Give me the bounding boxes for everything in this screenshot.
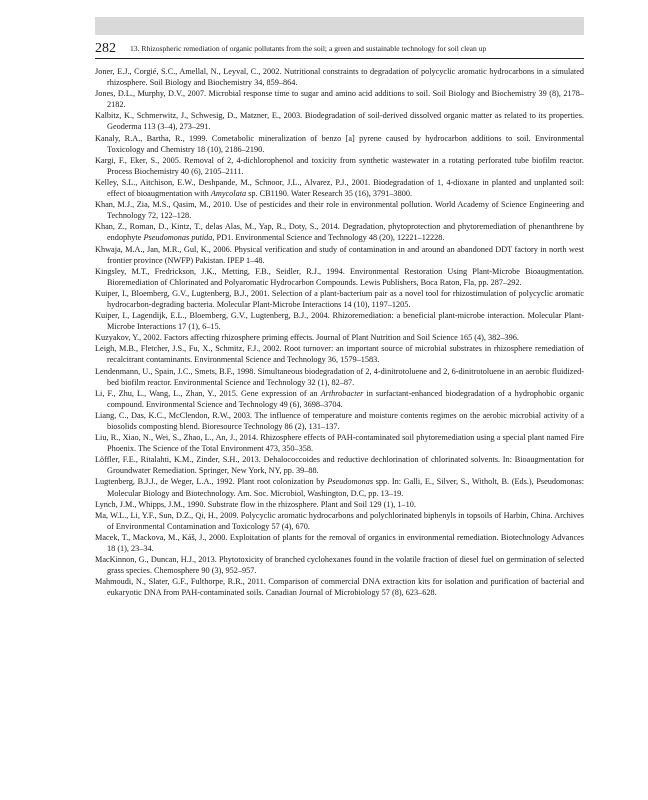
- reference-entry: Joner, E.J., Corgié, S.C., Amellal, N., Leyval, C., 2002. Nutritional constraints to degradation of polycyclic aromatic hydrocarbons in a simulated rhizosphere. Soil Biology and Biochemistry 34, 859–864.: [95, 67, 584, 88]
- reference-entry: Liang, C., Das, K.C., McClendon, R.W., 2003. The influence of temperature and moisture contents regimes on the aerobic microbial activity of a biosolids composting blend. Bioresource Technology 86 (2), 131–137.: [95, 410, 584, 431]
- reference-list: [95, 66, 584, 599]
- reference-entry: [95, 388, 584, 410]
- reference-text: spp. In: Galli, E., Silver, S., Witholt, B. (Eds.), Pseudomonas: Molecular Biology and Biotechnology. Am. Soc. Microbiol, Washington, D.C, pp. 13–19.: [107, 477, 584, 498]
- reference-entry: Lynch, J.M., Whipps, J.M., 1990. Substrate flow in the rhizosphere. Plant and Soil 129 (1), 1–10.: [95, 499, 416, 509]
- reference-entry: Ma, W.L., Li, Y.F., Sun, D.Z., Qi, H., 2009. Polycyclic aromatic hydrocarbons and polychlorinated biphenyls in topsoils of Harbin, China. Archives of Environmental Contamination and Toxicology 57 (4), 670.: [95, 510, 584, 531]
- reference-text: Kelley, S.L., Aitchison, E.W., Deshpande, M., Schnoor, J.L., Alvarez, P.J., 2001. Biodegradation of 1, 4-dioxane in planted and unplanted soil: effect of bioaugmentation with: [95, 177, 584, 199]
- reference-entry: Khwaja, M.A., Jan, M.R., Gul, K., 2006. Physical verification and study of contamination in and around an abandoned DDT factory in north west frontier province (NWFP) Pakistan. IPEP 1–48.: [95, 244, 584, 265]
- reference-text: Khan, Z., Roman, D., Kintz, T., delas Alas, M., Yap, R., Doty, S., 2014. Degradation, phytoprotection and phytoremediation of phenanthrene by endophyte: [95, 222, 584, 243]
- reference-entry: [95, 177, 584, 199]
- reference-entry: Kuzyakov, Y., 2002. Factors affecting rhizosphere priming effects. Journal of Plant Nutrition and Soil Science 165 (4), 382–396.: [95, 333, 519, 343]
- reference-entry: Löffler, F.E., Ritalahti, K.M., Zinder, S.H., 2013. Dehalococcoides and reductive dechlorination of chlorinated solvents. In: Bioaugmentation for Groundwater Remediation. Springer, New York, NY, pp. 39–88.: [95, 455, 584, 476]
- reference-entry: Macek, T., Mackova, M., Káš, J., 2000. Exploitation of plants for the removal of organics in environmental remediation. Biotechnology Advances 18 (1), 23–34.: [95, 532, 584, 554]
- page-number: 282: [95, 41, 116, 56]
- reference-text: in surfactant-enhanced biodegradation of a hydrophobic organic compound. Environmental Science and Technology 49 (6), 3698–3704.: [107, 388, 584, 409]
- reference-entry: Lendenmann, U., Spain, J.C., Smets, B.F., 1998. Simultaneous biodegradation of 2, 4-dinitrotoluene and 2, 6-dinitrotoluene in an aerobic fluidized-bed biofilm reactor. Environmental Science and Technology 32 (1), 82–87.: [95, 366, 584, 387]
- reference-entry: Khan, M.J., Zia, M.S., Qasim, M., 2010. Use of pesticides and their role in environmental pollution. World Academy of Science Engineering and Technology 72, 122–128.: [95, 200, 584, 221]
- reference-entry: Kingsley, M.T., Fredrickson, J.K., Metting, F.B., Seidler, R.J., 1994. Environmental Restoration Using Plant-Microbe Bioaugmentation. Bioremediation of Chlorinated and Polyaromatic Hydrocarbon Compounds. Lewis Publishers, Boca Raton, Fla, pp. 287–292.: [95, 266, 584, 287]
- reference-entry: Kuiper, I., Lagendijk, E.L., Bloemberg, G.V., Lugtenberg, B.J., 2004. Rhizoremediation: a beneficial plant-microbe interaction. Molecular Plant-Microbe Interactions 17 (1), 6–15.: [95, 311, 584, 332]
- reference-entry: Kargi, F., Eker, S., 2005. Removal of 2, 4-dichlorophenol and toxicity from synthetic wastewater in a rotating perforated tube biofilm reactor. Process Biochemistry 40 (6), 2105–2111.: [95, 155, 584, 176]
- reference-entry: Kanaly, R.A., Bartha, R., 1999. Cometabolic mineralization of benzo [a] pyrene caused by hydrocarbon additions to soil. Environmental Toxicology and Chemistry 18 (10), 2186–2190.: [95, 133, 584, 154]
- reference-italic-term: Pseudomonas putida: [143, 233, 213, 243]
- reference-text: Li, F., Zhu, L., Wang, L., Zhan, Y., 2015. Gene expression of an: [95, 388, 321, 398]
- reference-italic-term: Pseudomonas: [327, 477, 374, 487]
- page-header: [95, 38, 584, 59]
- reference-italic-term: Amycolata: [210, 189, 247, 199]
- header-bar: [95, 17, 584, 35]
- reference-text: sp. CB1190. Water Research 35 (16), 3791–3800.: [246, 189, 413, 199]
- reference-entry: [95, 221, 584, 243]
- reference-text: Lugtenberg, B.J.J., de Weger, L.A., 1992. Plant root colonization by: [95, 477, 328, 487]
- reference-entry: Jones, D.L., Murphy, D.V., 2007. Microbial response time to sugar and amino acid additions to soil. Soil Biology and Biochemistry 39 (8), 2178–2182.: [95, 89, 584, 110]
- reference-entry: MacKinnon, G., Duncan, H.J., 2013. Phytotoxicity of branched cyclohexanes found in the volatile fraction of diesel fuel on germination of selected grass species. Chemosphere 90 (3), 952–957.: [95, 555, 584, 576]
- reference-entry: Liu, R., Xiao, N., Wei, S., Zhao, L., An, J., 2014. Rhizosphere effects of PAH-contaminated soil phytoremediation using a special plant named Fire Phoenix. The Science of the Total Environment 473, 350–358.: [95, 433, 584, 454]
- reference-entry: [95, 476, 584, 498]
- running-title: 13. Rhizospheric remediation of organic pollutants from the soil; a green and sustainable technology for soil clean up: [130, 44, 487, 53]
- reference-entry: Kuiper, I., Bloemberg, G.V., Lugtenberg, B.J., 2001. Selection of a plant-bacterium pair as a novel tool for rhizostimulation of polycyclic aromatic hydrocarbon-degrading bacteria. Molecular Plant-Microbe Interactions 14 (10), 1197–1205.: [95, 288, 584, 309]
- reference-entry: Leigh, M.B., Fletcher, J.S., Fu, X., Schmitz, F.J., 2002. Root turnover: an important source of microbial substrates in rhizosphere remediation of recalcitrant contaminants. Environmental Science and Technology 36, 1579–1583.: [95, 344, 584, 365]
- reference-entry: Mahmoudi, N., Slater, G.F., Fulthorpe, R.R., 2011. Comparison of commercial DNA extraction kits for isolation and purification of bacterial and eukaryotic DNA from PAH-contaminated soils. Canadian Journal of Microbiology 57 (8), 623–628.: [95, 577, 584, 598]
- reference-entry: Kalbitz, K., Schmerwitz, J., Schwesig, D., Matzner, E., 2003. Biodegradation of soil-derived dissolved organic matter as related to its properties. Geoderma 113 (3–4), 273–291.: [95, 111, 584, 132]
- reference-italic-term: Arthrobacter: [320, 388, 364, 398]
- reference-text: , PD1. Environmental Science and Technology 48 (20), 12221–12228.: [212, 233, 445, 243]
